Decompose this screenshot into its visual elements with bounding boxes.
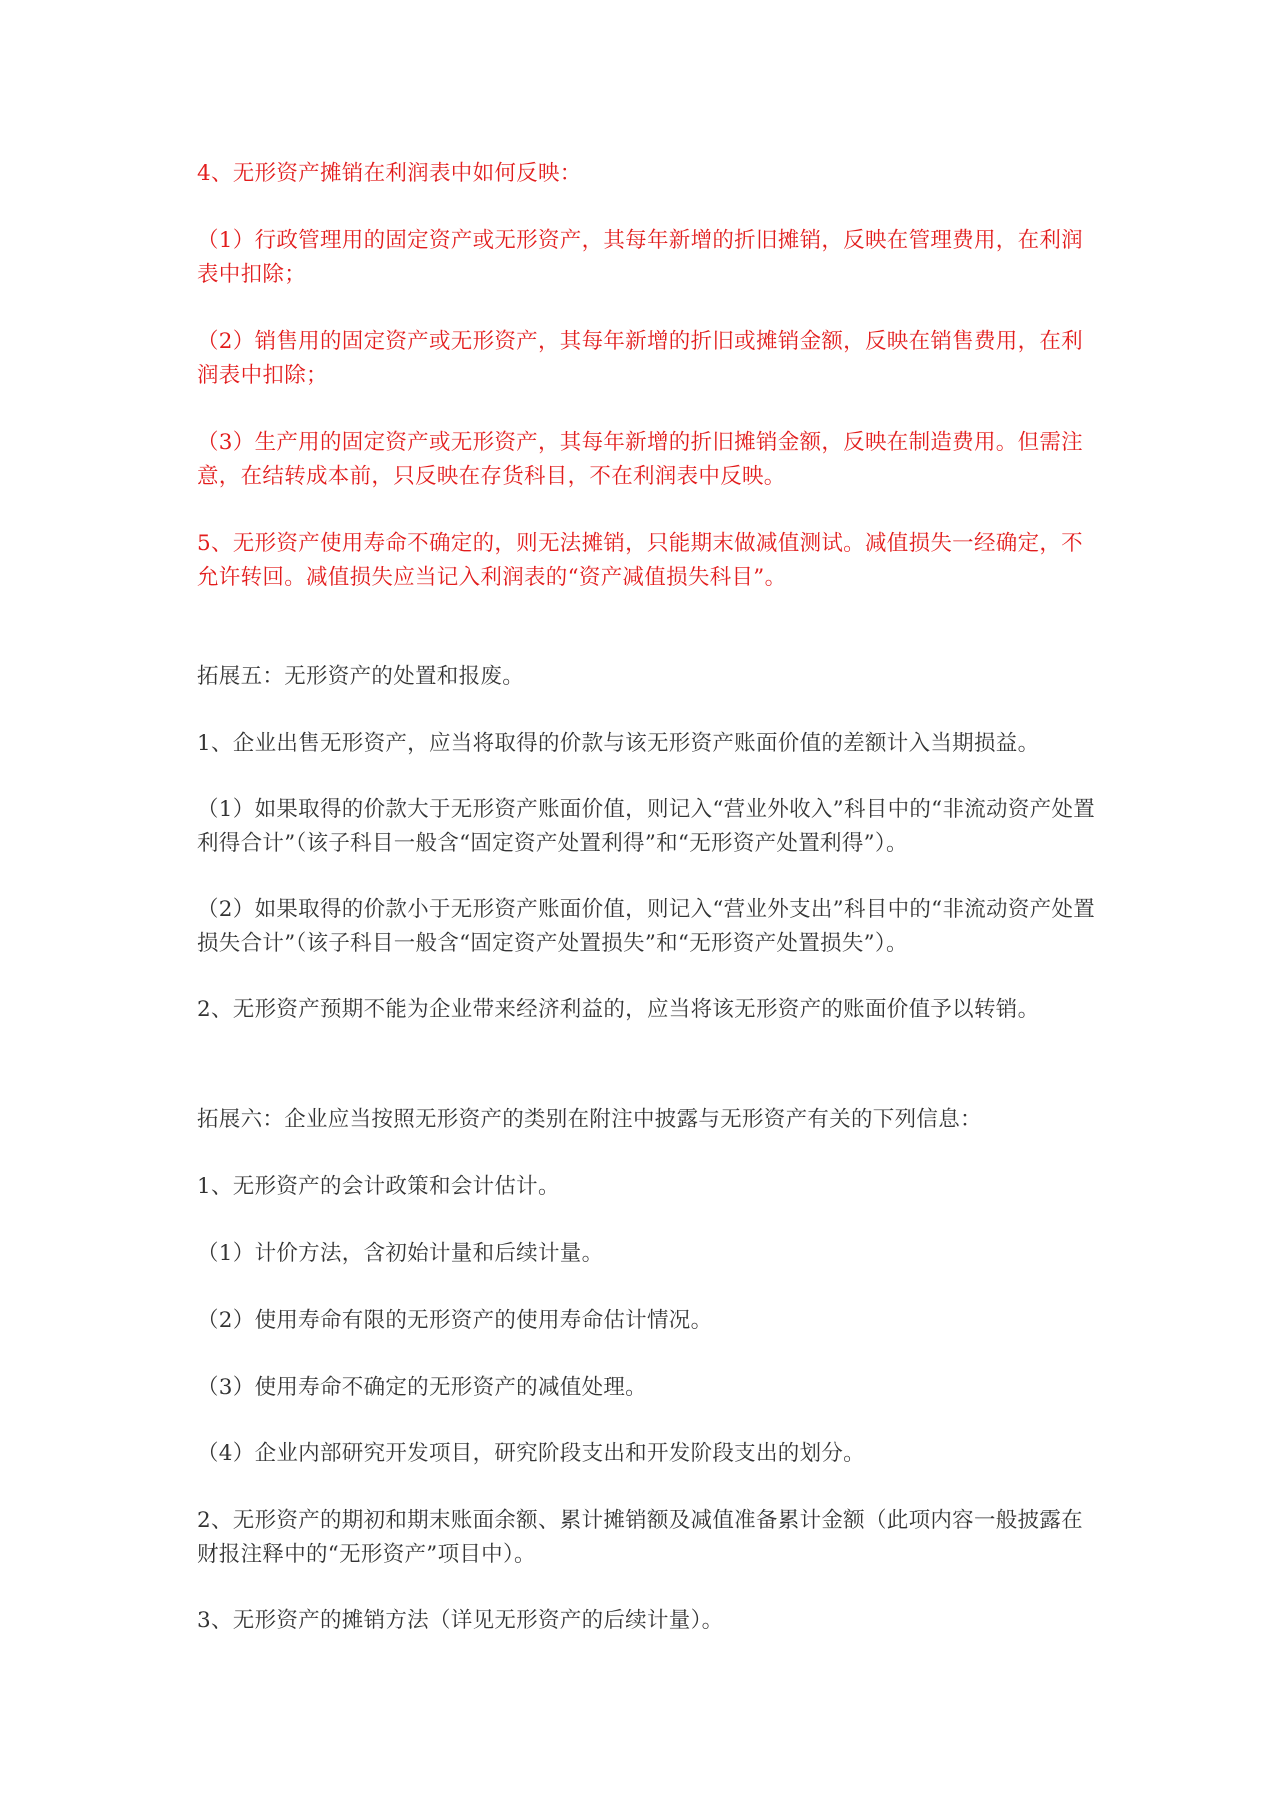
- ext5-heading: 拓展五：无形资产的处置和报废。: [197, 664, 525, 689]
- ext6-item1-sub2: （2）使用寿命有限的无形资产的使用寿命估计情况。: [197, 1308, 713, 1333]
- ext6-item1: 1、无形资产的会计政策和会计估计。: [197, 1174, 560, 1199]
- item4-title: 4、无形资产摊销在利润表中如何反映：: [197, 161, 582, 186]
- ext6-item1-sub4: （4）企业内部研究开发项目，研究阶段支出和开发阶段支出的划分。: [197, 1441, 865, 1466]
- ext5-item1-sub2: （2）如果取得的价款小于无形资产账面价值，则记入“营业外支出”科目中的“非流动资产处置损失合计”（该子科目一般含“固定资产处置损失”和“无形资产处置损失”）。: [197, 897, 1096, 956]
- ext5-item2: 2、无形资产预期不能为企业带来经济利益的，应当将该无形资产的账面价值予以转销。: [197, 997, 1040, 1022]
- ext5-item1-sub1: （1）如果取得的价款大于无形资产账面价值，则记入“营业外收入”科目中的“非流动资产处置利得合计”（该子科目一般含“固定资产处置利得”和“无形资产处置利得”）。: [197, 797, 1096, 856]
- item4-sub1: （1）行政管理用的固定资产或无形资产，其每年新增的折旧摊销，反映在管理费用，在利润表中扣除；: [197, 228, 1083, 287]
- ext6-heading: 拓展六：企业应当按照无形资产的类别在附注中披露与无形资产有关的下列信息：: [197, 1107, 982, 1132]
- item4-sub3: （3）生产用的固定资产或无形资产，其每年新增的折旧摊销金额，反映在制造费用。但需注意，在结转成本前，只反映在存货科目，不在利润表中反映。: [197, 430, 1083, 489]
- item5: 5、无形资产使用寿命不确定的，则无法摊销，只能期末做减值测试。减值损失一经确定，不允许转回。减值损失应当记入利润表的“资产减值损失科目”。: [197, 531, 1083, 590]
- ext6-item1-sub1: （1）计价方法，含初始计量和后续计量。: [197, 1241, 604, 1266]
- item4-sub2: （2）销售用的固定资产或无形资产，其每年新增的折旧或摊销金额，反映在销售费用，在利润表中扣除；: [197, 329, 1083, 388]
- ext6-item1-sub3: （3）使用寿命不确定的无形资产的减值处理。: [197, 1375, 647, 1400]
- ext5-item1: 1、企业出售无形资产，应当将取得的价款与该无形资产账面价值的差额计入当期损益。: [197, 731, 1040, 756]
- ext6-item3: 3、无形资产的摊销方法（详见无形资产的后续计量）。: [197, 1608, 724, 1633]
- ext6-item2: 2、无形资产的期初和期末账面余额、累计摊销额及减值准备累计金额（此项内容一般披露在财报注释中的“无形资产”项目中）。: [197, 1508, 1083, 1567]
- document-page: [197, 0, 1097, 1810]
